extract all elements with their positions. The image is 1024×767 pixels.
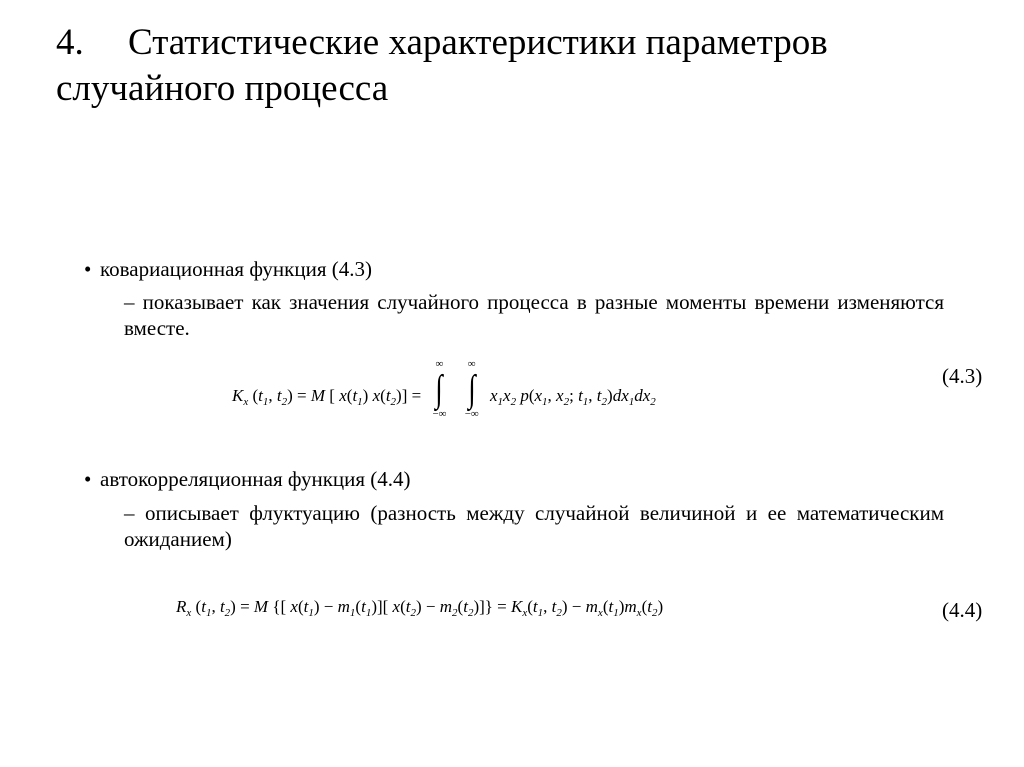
integral-sign-1: ∞ ∫ −∞ — [432, 358, 447, 420]
covariance-description: – показывает как значения случайного процесса в разные моменты времени изменяются вместе. — [124, 290, 944, 340]
bullet-item-covariance — [84, 256, 372, 282]
bullet-marker: • — [84, 467, 92, 491]
bullet-label: автокорреляционная функция (4.4) — [100, 467, 411, 491]
formula-covariance: $K_x$ ($t_1$, $t_2) = M$ [ $x(t_1) x(t_2)$] = ∞ ∫ −∞ ∞ ∫ −∞ $x_1x_2$ $p(x_1$, $x_2$; $t_1$, $t_2)dx_1dx_2$ — [232, 358, 656, 420]
bullet-label: ковариационная функция (4.3) — [100, 257, 372, 281]
bullet-item-autocorrelation — [84, 466, 411, 492]
integral-sign-2: ∞ ∫ −∞ — [464, 358, 479, 420]
equation-number-4-4: (4.4) — [942, 598, 983, 622]
section-title-text: Статистические характеристики параметров случайного процесса — [56, 22, 828, 109]
autocorrelation-description: – описывает флуктуацию (разность между случайной величиной и ее математическим ожиданием) — [124, 501, 944, 551]
section-number: 4. — [56, 22, 84, 63]
equation-number-4-3: (4.3) — [942, 364, 983, 388]
page-title — [56, 20, 996, 112]
bullet-marker: • — [84, 257, 92, 281]
formula-autocorrelation: $R_x$ ($t_1$, $t_2) = M$ {[ $x(t_1) - m_1(t_1)$][ $x(t_2) - m_2(t_2)]\} = K_x(t_1$, $t_2) - m_x(t_1)m_x(t_2)$ — [176, 597, 664, 619]
